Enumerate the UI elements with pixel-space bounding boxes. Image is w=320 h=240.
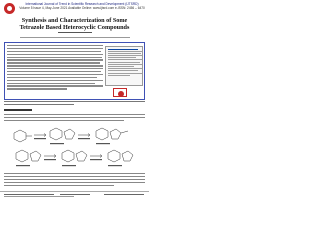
introduction-text bbox=[4, 114, 145, 123]
abstract-box bbox=[4, 42, 145, 100]
journal-header bbox=[3, 2, 146, 15]
citation-box bbox=[105, 46, 143, 86]
paper-page bbox=[0, 0, 149, 198]
author-name bbox=[10, 32, 139, 33]
body-text bbox=[4, 173, 145, 187]
journal-name: International Journal of Trend in Scientific Research and Development (IJTSRD) bbox=[25, 2, 139, 6]
journal-logo-icon bbox=[4, 3, 15, 14]
keywords bbox=[4, 101, 145, 107]
introduction-heading bbox=[4, 109, 32, 112]
journal-volume: Volume 5 Issue 4, May-June 2021 Available Online: www.ijtsrd.com e-ISSN: 2456 – 6470 bbox=[19, 5, 145, 10]
license-logo-icon bbox=[113, 88, 127, 97]
abstract-text bbox=[7, 45, 103, 98]
paper-title: Synthesis and Characterization of Some Tetrazole Based Heterocyclic Compounds bbox=[19, 17, 130, 31]
journal-header-text bbox=[17, 3, 147, 10]
author-affiliation bbox=[10, 37, 139, 39]
reaction-scheme bbox=[4, 123, 145, 171]
page-footer bbox=[0, 191, 149, 198]
